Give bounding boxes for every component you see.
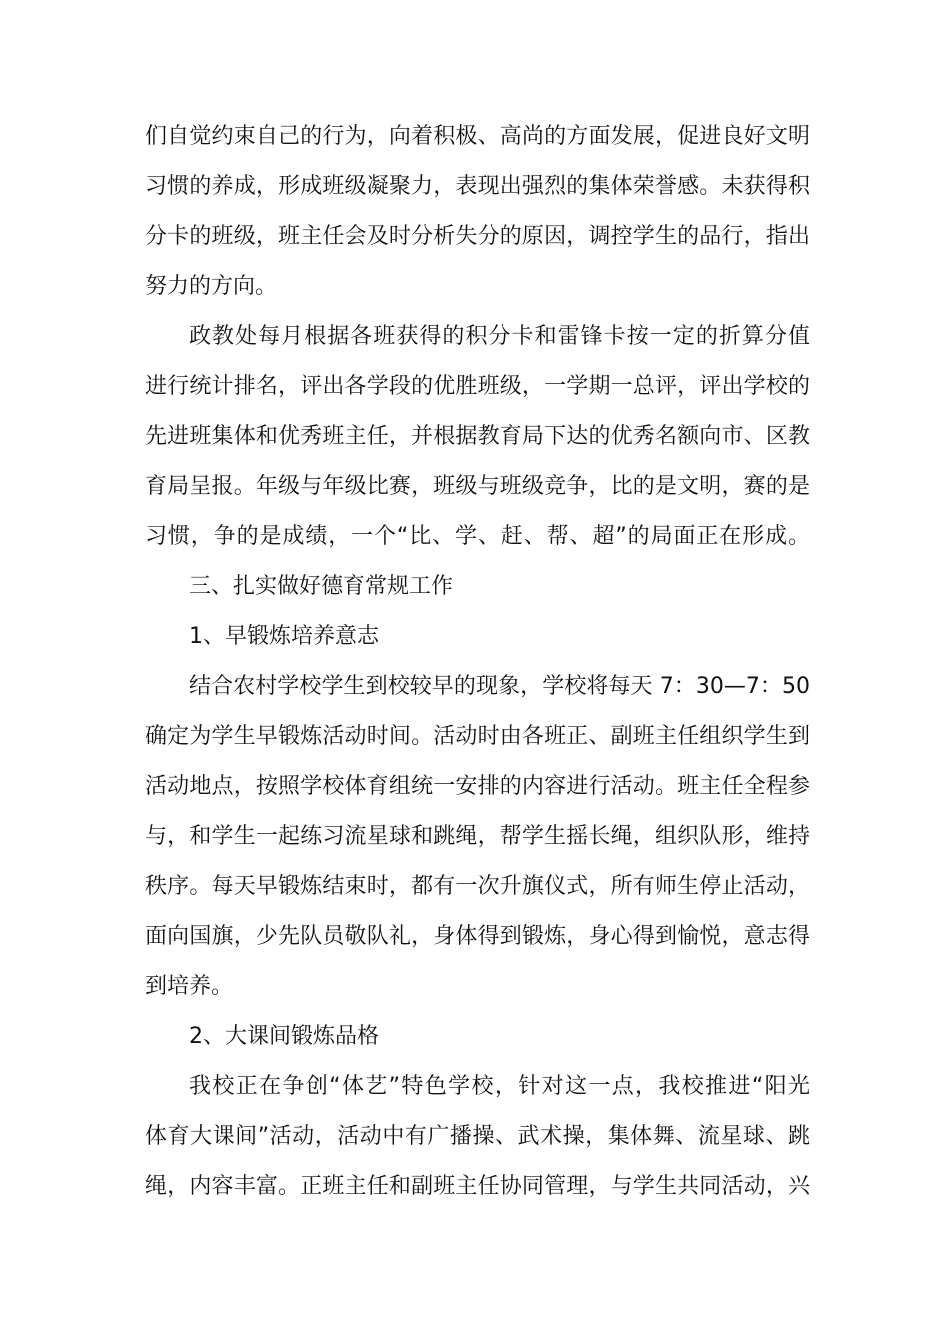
text-line: 面向国旗，少先队员敬队礼，身体得到锻炼，身心得到愉悦，意志得 xyxy=(145,924,810,949)
paragraph-first-line: 2、大课间锻炼品格 xyxy=(189,1024,379,1049)
text-line: 到培养。 xyxy=(145,974,234,999)
paragraph-first-line: 结合农村学校学生到校较早的现象，学校将每天 7：30—7：50 xyxy=(189,674,810,699)
text-line: 确定为学生早锻炼活动时间。活动时由各班正、副班主任组织学生到 xyxy=(145,724,810,749)
paragraph-first-line: 政教处每月根据各班获得的积分卡和雷锋卡按一定的折算分值 xyxy=(189,324,810,349)
paragraph-first-line: 我校正在争创“体艺”特色学校，针对这一点，我校推进“阳光 xyxy=(189,1074,810,1099)
text-line: 秩序。每天早锻炼结束时，都有一次升旗仪式，所有师生停止活动， xyxy=(145,874,810,899)
text-line: 育局呈报。年级与年级比赛，班级与班级竞争，比的是文明，赛的是 xyxy=(145,474,810,499)
text-line: 体育大课间”活动，活动中有广播操、武术操，集体舞、流星球、跳 xyxy=(145,1124,810,1149)
text-line: 努力的方向。 xyxy=(145,274,278,299)
text-line: 与，和学生一起练习流星球和跳绳，帮学生摇长绳，组织队形，维持 xyxy=(145,824,810,849)
text-line: 活动地点，按照学校体育组统一安排的内容进行活动。班主任全程参 xyxy=(145,774,810,799)
body-text xyxy=(145,112,810,1212)
text-line: 先进班集体和优秀班主任，并根据教育局下达的优秀名额向市、区教 xyxy=(145,424,810,449)
text-line: 习惯，争的是成绩，一个“比、学、赶、帮、超”的局面正在形成。 xyxy=(145,524,810,549)
text-line: 习惯的养成，形成班级凝聚力，表现出强烈的集体荣誉感。未获得积 xyxy=(145,174,810,199)
text-line: 进行统计排名，评出各学段的优胜班级，一学期一总评，评出学校的 xyxy=(145,374,810,399)
text-line: 们自觉约束自己的行为，向着积极、高尚的方面发展，促进良好文明 xyxy=(145,124,810,149)
paragraph-first-line: 三、扎实做好德育常规工作 xyxy=(189,574,454,599)
paragraph-first-line: 1、早锻炼培养意志 xyxy=(189,624,379,649)
text-line: 绳，内容丰富。正班主任和副班主任协同管理，与学生共同活动，兴 xyxy=(145,1174,810,1199)
text-line: 分卡的班级，班主任会及时分析失分的原因，调控学生的品行，指出 xyxy=(145,224,810,249)
